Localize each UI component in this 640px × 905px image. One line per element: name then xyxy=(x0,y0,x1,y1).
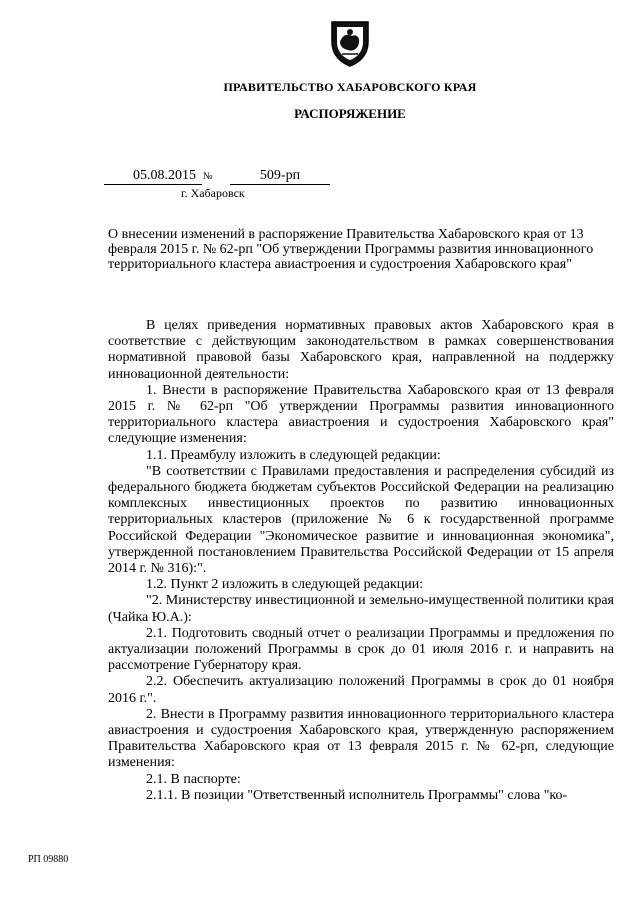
paragraph: 2.1.1. В позиции "Ответственный исполнитель Программы" слова "ко- xyxy=(146,787,568,803)
footer-code: РП 09880 xyxy=(28,854,69,865)
document-subject: О внесении изменений в распоряжение Правительства Хабаровского края от 13 февраля 2015 г. № 62-рп "Об утверждении Программы развития инновационного территориального кластера авиастроения и судостроения Хабаровского края" xyxy=(108,227,594,272)
paragraph: 2.1. Подготовить сводный отчет о реализации Программы и предложения по актуализации положений Программы в срок до 01 июля 2016 г. и направить на рассмотрение Губернатору края. xyxy=(108,625,614,674)
document-number: 509-рп xyxy=(230,167,330,185)
paragraph: 2.1. В паспорте: xyxy=(146,771,241,787)
organization-title: ПРАВИТЕЛЬСТВО ХАБАРОВСКОГО КРАЯ xyxy=(223,80,477,94)
document-type-title: РАСПОРЯЖЕНИЕ xyxy=(294,106,406,121)
paragraph: 2.2. Обеспечить актуализацию положений Программы в срок до 01 ноября 2016 г.". xyxy=(108,674,614,706)
paragraph: "В соответствии с Правилами предоставления и распределения субсидий из федерального бюджета бюджетам субъектов Российской Федерации на реализацию комплексных инвестиционных проектов по развитию инновационных территориальных кластеров (приложение № 6 к государственной программе Российской Федерации "Экономическое развитие и инновационная экономика", утвержденной постановлением Правительства Российской Федерации от 15 апреля 2014 г. № 316):". xyxy=(108,463,614,577)
coat-of-arms-emblem xyxy=(328,18,372,68)
number-sign: № xyxy=(203,171,213,182)
paragraph: 2. Внести в Программу развития инновационного территориального кластера авиастроения и судостроения Хабаровского края, утвержденную распоряжением Правительства Хабаровского края от 13 февраля 2015 г. № 62-рп, следующие изменения: xyxy=(108,706,614,771)
document-date: 05.08.2015 xyxy=(104,167,202,185)
paragraph: 1.1. Преамбулу изложить в следующей редакции: xyxy=(146,447,441,463)
paragraph: "2. Министерству инвестиционной и земельно-имущественной политики края (Чайка Ю.А.): xyxy=(108,593,614,625)
paragraph: 1. Внести в распоряжение Правительства Хабаровского края от 13 февраля 2015 г. № 62-рп "Об утверждении Программы развития инновационного территориального кластера авиастроения и судостроения Хабаровского края" следующие изменения: xyxy=(108,382,614,447)
paragraph: 1.2. Пункт 2 изложить в следующей редакции: xyxy=(146,577,424,593)
document-city: г. Хабаровск xyxy=(181,186,245,200)
paragraph: В целях приведения нормативных правовых актов Хабаровского края в соответствие с действующим законодательством в рамках совершенствования нормативной правовой базы Хабаровского края, направленной на поддержку инновационной деятельности: xyxy=(108,318,614,382)
document-body xyxy=(108,318,614,804)
